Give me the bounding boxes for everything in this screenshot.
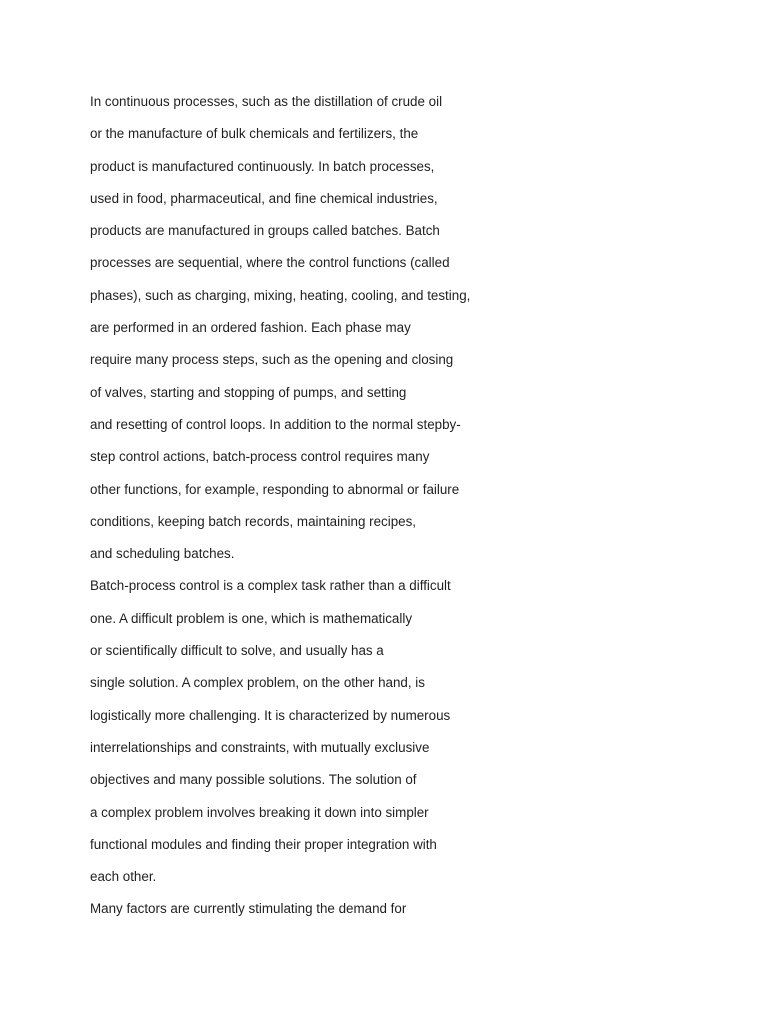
text-line: a complex problem involves breaking it down into simpler	[90, 804, 429, 820]
text-line: and scheduling batches.	[90, 546, 235, 562]
text-line: of valves, starting and stopping of pumps, and setting	[90, 384, 407, 400]
text-line: phases), such as charging, mixing, heating, cooling, and testing,	[90, 287, 471, 303]
text-line: logistically more challenging. It is characterized by numerous	[90, 707, 451, 723]
text-line: are performed in an ordered fashion. Each phase may	[90, 320, 411, 336]
text-line: product is manufactured continuously. In batch processes,	[90, 158, 435, 174]
text-line: functional modules and finding their proper integration with	[90, 836, 437, 852]
text-line: each other.	[90, 869, 157, 885]
text-line: or scientifically difficult to solve, and usually has a	[90, 643, 384, 659]
text-line: or the manufacture of bulk chemicals and fertilizers, the	[90, 126, 419, 142]
text-line: and resetting of control loops. In addition to the normal stepby-	[90, 416, 461, 432]
text-line: require many process steps, such as the opening and closing	[90, 352, 454, 368]
text-line: Batch-process control is a complex task rather than a difficult	[90, 578, 451, 594]
text-line: Many factors are currently stimulating the demand for	[90, 901, 407, 917]
text-line: single solution. A complex problem, on the other hand, is	[90, 675, 425, 691]
text-line: step control actions, batch-process control requires many	[90, 449, 430, 465]
text-line: used in food, pharmaceutical, and fine chemical industries,	[90, 190, 438, 206]
text-line: In continuous processes, such as the distillation of crude oil	[90, 94, 443, 109]
text-line: other functions, for example, responding to abnormal or failure	[90, 481, 460, 497]
text-line: processes are sequential, where the control functions (called	[90, 255, 450, 271]
text-line: conditions, keeping batch records, maintaining recipes,	[90, 513, 417, 529]
text-line: objectives and many possible solutions. The solution of	[90, 772, 417, 788]
text-line: products are manufactured in groups called batches. Batch	[90, 223, 440, 239]
text-line: one. A difficult problem is one, which is mathematically	[90, 610, 413, 626]
text-line: interrelationships and constraints, with mutually exclusive	[90, 739, 430, 755]
body-text	[90, 91, 730, 931]
